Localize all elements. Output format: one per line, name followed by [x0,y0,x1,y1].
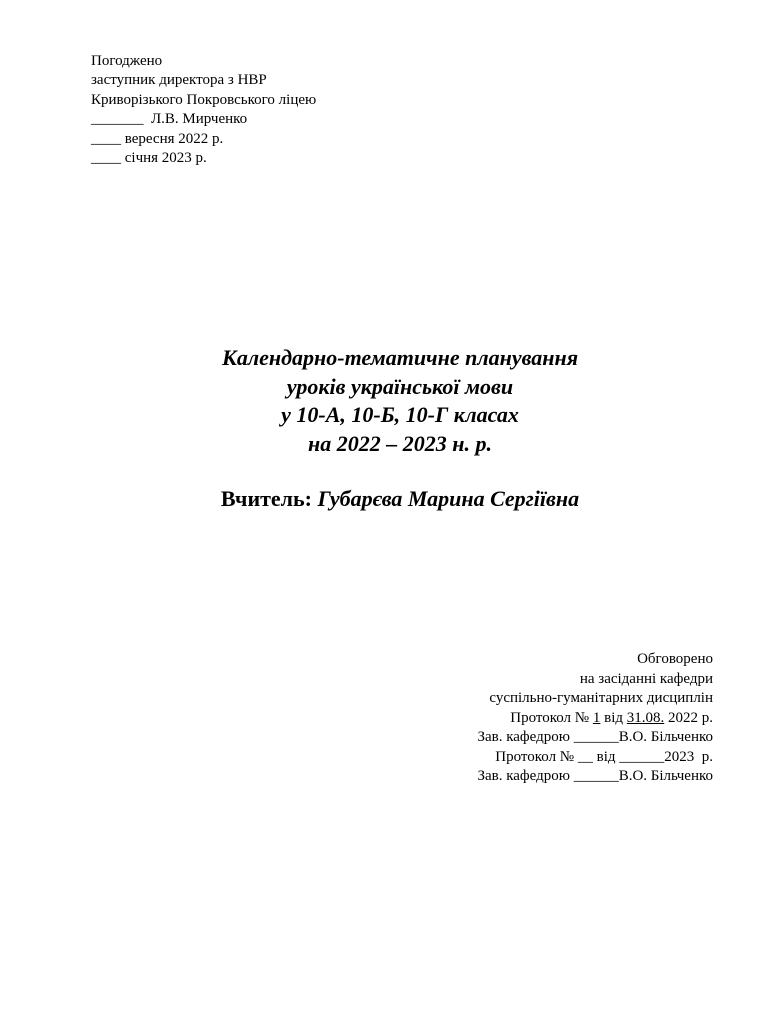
title-line-4: на 2022 – 2023 н. р. [308,430,492,456]
discussed-meeting: на засіданні кафедри [579,670,713,687]
approval-position: заступник директора з НВР [91,72,267,89]
approval-school: Криворізького Покровського ліцею [91,91,317,108]
discussed-block [477,650,713,787]
approval-block [91,52,316,168]
protocol-1-date: 31.08. [626,709,665,726]
approval-heading: Погоджено [91,53,163,69]
approval-signature: _______ Л.В. Мирченко [91,111,248,128]
protocol-1-prefix: Протокол № [510,709,593,726]
department-head-1: Зав. кафедрою ______В.О. Більченко [477,729,713,745]
protocol-line-2: Протокол № __ від ______2023 р. [495,748,713,765]
department-head-2: Зав. кафедрою ______В.О. Більченко [477,768,713,784]
protocol-1-number: 1 [592,709,601,726]
title-line-3: у 10-А, 10-Б, 10-Г класах [281,402,519,427]
title-line-1: Календарно-тематичне планування [221,345,579,370]
title-line-2: уроків української мови [286,373,514,399]
teacher-label: Вчитель: [220,486,312,511]
teacher-name: Губарєва Марина Сергіївна [317,486,580,511]
teacher-line [0,485,768,513]
protocol-line-1 [477,709,713,729]
protocol-1-mid: від [600,709,627,726]
document-title [0,344,768,458]
approval-date-september: ____ вересня 2022 р. [91,130,224,147]
discussed-heading: Обговорено [637,651,713,667]
discussed-department: суспільно-гуманітарних дисциплін [489,690,713,706]
approval-date-january: ____ січня 2023 р. [91,150,207,167]
protocol-1-suffix: 2022 р. [664,709,713,726]
